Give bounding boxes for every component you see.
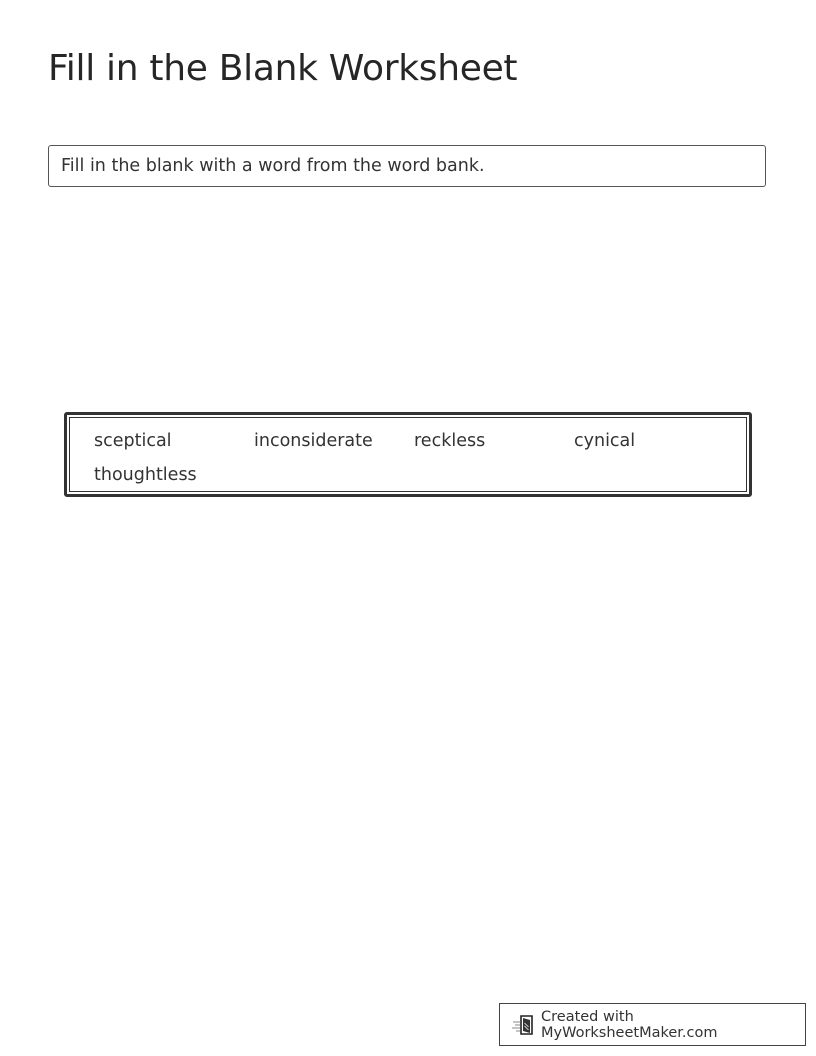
word-bank-item: inconsiderate xyxy=(254,431,373,451)
page-title: Fill in the Blank Worksheet xyxy=(48,48,518,89)
word-bank-inner xyxy=(69,417,747,492)
instructions-box xyxy=(48,145,766,187)
footer-text: Created with MyWorksheetMaker.com xyxy=(541,1008,718,1041)
word-bank-item: reckless xyxy=(414,431,486,451)
worksheet-maker-logo-icon xyxy=(512,1014,536,1036)
instructions-text: Fill in the blank with a word from the word bank. xyxy=(61,156,485,176)
created-with-badge[interactable] xyxy=(499,1003,806,1046)
word-bank-item: sceptical xyxy=(94,431,172,451)
word-bank-item: cynical xyxy=(574,431,636,451)
word-bank xyxy=(64,412,752,497)
word-bank-item: thoughtless xyxy=(94,465,197,485)
